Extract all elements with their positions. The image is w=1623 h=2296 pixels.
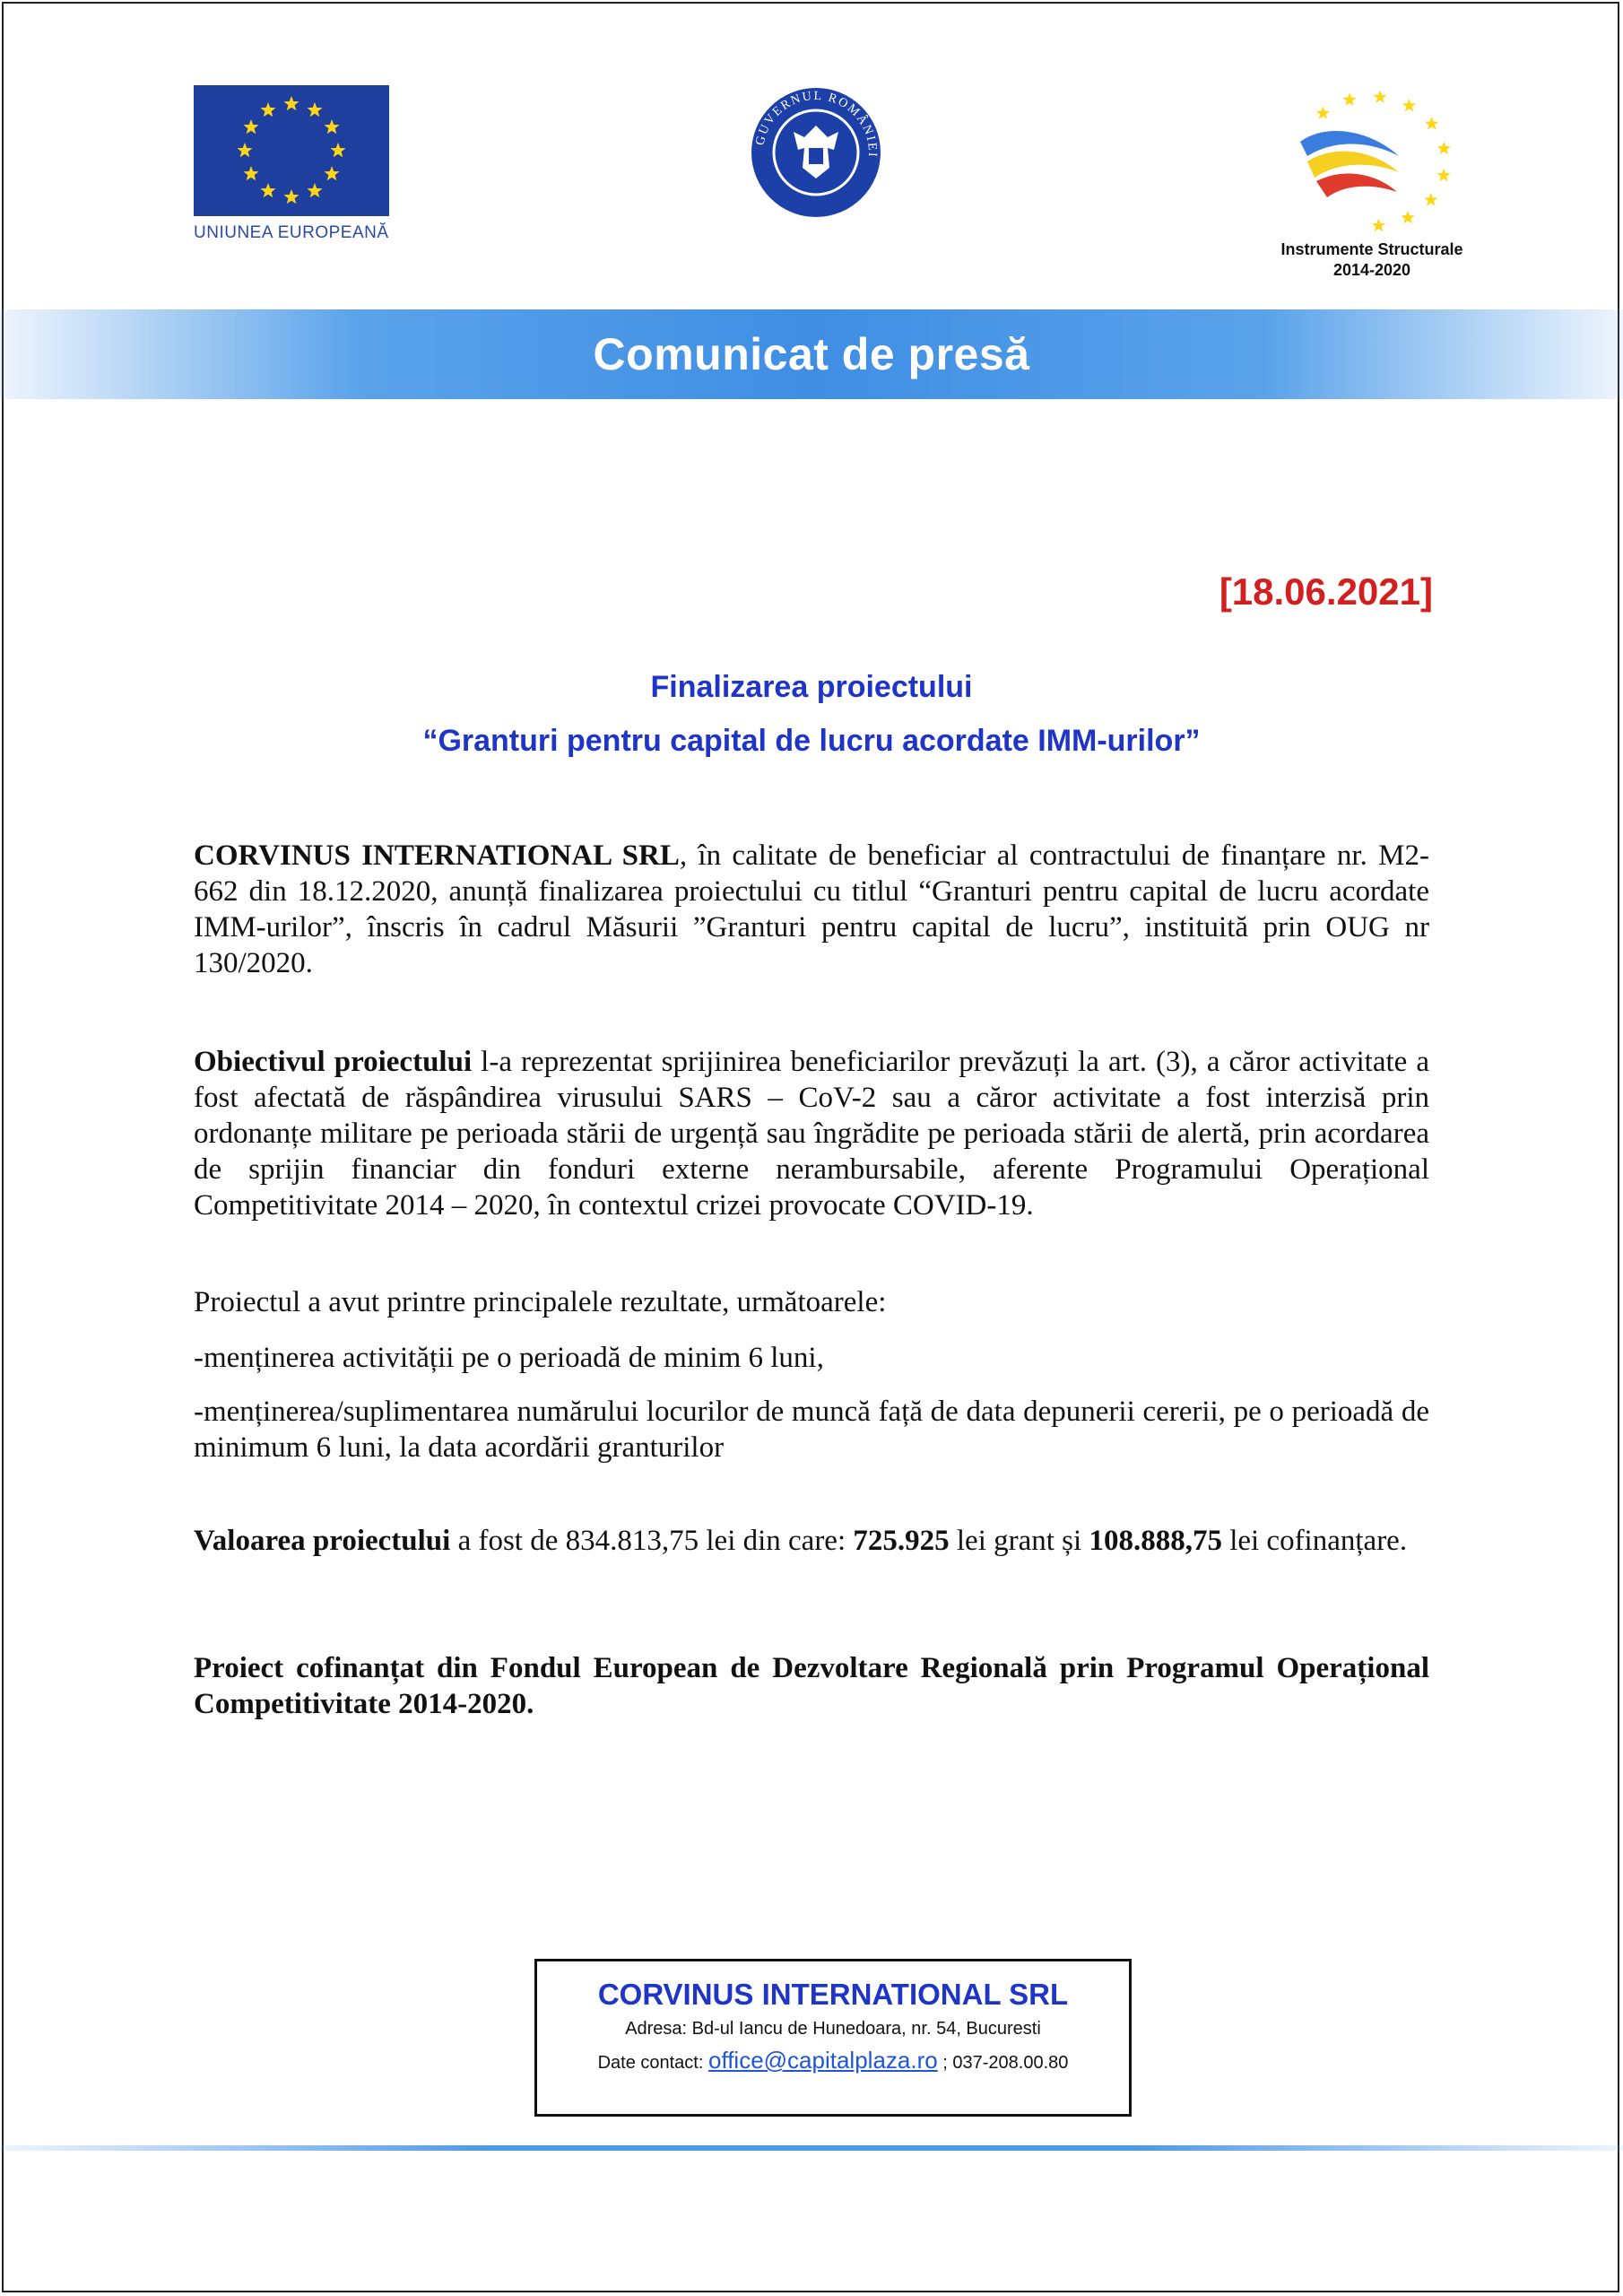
eu-star-icon <box>283 189 299 204</box>
structural-instruments-icon <box>1264 79 1480 231</box>
eu-star-icon <box>324 166 339 180</box>
structural-caption-line2: 2014-2020 <box>1332 261 1411 279</box>
eu-logo <box>194 85 391 243</box>
paragraph-beneficiary <box>194 838 1429 981</box>
structural-star-icon <box>1425 117 1438 129</box>
result-item-jobs: -menținerea/suplimentarea numărului locurilor de muncă față de data depunerii cererii, pe o perioadă de minimum 6 luni, la data acordării granturilor <box>194 1396 1429 1464</box>
paragraph-results-intro: Proiectul a avut printre principalele rezultate, următoarele: <box>194 1286 887 1318</box>
project-title-line2: “Granturi pentru capital de lucru acordate IMM-urilor” <box>422 724 1201 758</box>
eu-flag-icon <box>194 85 389 216</box>
government-seal-icon <box>749 85 883 220</box>
banner-title: Comunicat de presă <box>593 329 1030 379</box>
eu-stars-icon <box>194 85 389 216</box>
structural-caption-line1: Instrumente Structurale <box>1280 240 1463 258</box>
contact-details <box>537 2047 1129 2074</box>
structural-star-icon <box>1424 193 1437 205</box>
structural-instruments-caption <box>1264 239 1480 281</box>
paragraph-objective <box>194 1044 1429 1223</box>
eu-star-icon <box>307 102 322 117</box>
contact-phone: ; 037-208.00.80 <box>937 2053 1069 2073</box>
eu-caption: UNIUNEA EUROPEANĂ <box>194 223 389 242</box>
contact-company: CORVINUS INTERNATIONAL SRL <box>597 1978 1069 2011</box>
structural-star-icon <box>1401 211 1414 223</box>
structural-star-icon <box>1373 90 1386 102</box>
structural-star-icon <box>1342 92 1356 105</box>
cofinancing-amount: 108.888,75 <box>1089 1525 1222 1557</box>
eu-star-icon <box>324 119 339 134</box>
structural-star-icon <box>1436 169 1450 181</box>
grant-amount: 725.925 <box>853 1525 950 1557</box>
eu-star-icon <box>260 102 275 117</box>
project-title <box>194 660 1429 768</box>
value-text-1: a fost de 834.813,75 lei din care: <box>450 1525 854 1557</box>
contact-address: Adresa: Bd-ul Iancu de Hunedoara, nr. 54, Bucuresti <box>625 2019 1041 2039</box>
eu-star-icon <box>330 143 345 157</box>
email-link[interactable]: office@capitalplaza.ro <box>707 2047 938 2074</box>
structural-star-icon <box>1372 219 1385 231</box>
structural-star-icon <box>1402 99 1416 111</box>
eu-star-icon <box>243 119 258 134</box>
structural-instruments-logo <box>1264 79 1480 281</box>
eu-star-icon <box>243 166 258 180</box>
paragraph-cofinancing: Proiect cofinanțat din Fondul European de Dezvoltare Regională prin Programul Operațional Competitivitate 2014-2020. <box>194 1652 1429 1720</box>
result-item-activity: -menținerea activității pe o perioadă de minim 6 luni, <box>194 1342 824 1374</box>
press-release-banner <box>0 309 1623 399</box>
government-seal-text: GUVERNUL ROMÂNIEI <box>753 89 880 159</box>
structural-star-icon <box>1316 106 1330 118</box>
value-text-2: lei grant și <box>949 1525 1089 1557</box>
footer-divider <box>0 2145 1623 2151</box>
paragraph-value <box>194 1523 1429 1559</box>
eu-star-icon <box>237 143 252 157</box>
paragraph-beneficiary-text: , în calitate de beneficiar al contractului de finanțare nr. M2-662 din 18.12.2020, anunță finalizarea proiectului cu titlul “Granturi pentru capital de lucru acordate IMM-urilor”, înscris în cadrul Măsurii ”Granturi pentru capital de lucru”, instituită prin OUG nr 130/2020. <box>194 839 1429 979</box>
eu-star-icon <box>260 183 275 197</box>
project-title-line1: Finalizarea proiectului <box>650 670 973 704</box>
contact-box <box>534 1959 1132 2117</box>
structural-star-icon <box>1437 142 1451 154</box>
company-name-bold: CORVINUS INTERNATIONAL SRL <box>194 839 680 872</box>
eu-star-icon <box>283 96 299 110</box>
release-date: [18.06.2021] <box>1219 570 1433 613</box>
contact-label: Date contact: <box>597 2053 708 2073</box>
eu-star-icon <box>307 183 322 197</box>
value-text-3: lei cofinanțare. <box>1221 1525 1408 1557</box>
paragraph-objective-text: l-a reprezentat sprijinirea beneficiarilor prevăzuți la art. (3), a căror activitate a fost afectată de răspândirea virusului SARS – CoV-2 sau a căror activitate a fost interzisă prin ordonanțe militare pe perioada stării de urgență sau îngrădite pe perioada stării de alertă, prin acordarea de sprijin financiar din fonduri externe nerambursabile, aferente Programului Operațional Competitivitate 2014 – 2020, în contextul crizei provocate COVID-19. <box>194 1046 1429 1222</box>
value-label: Valoarea proiectului <box>194 1525 451 1557</box>
objective-label: Obiectivul proiectului <box>194 1046 473 1078</box>
